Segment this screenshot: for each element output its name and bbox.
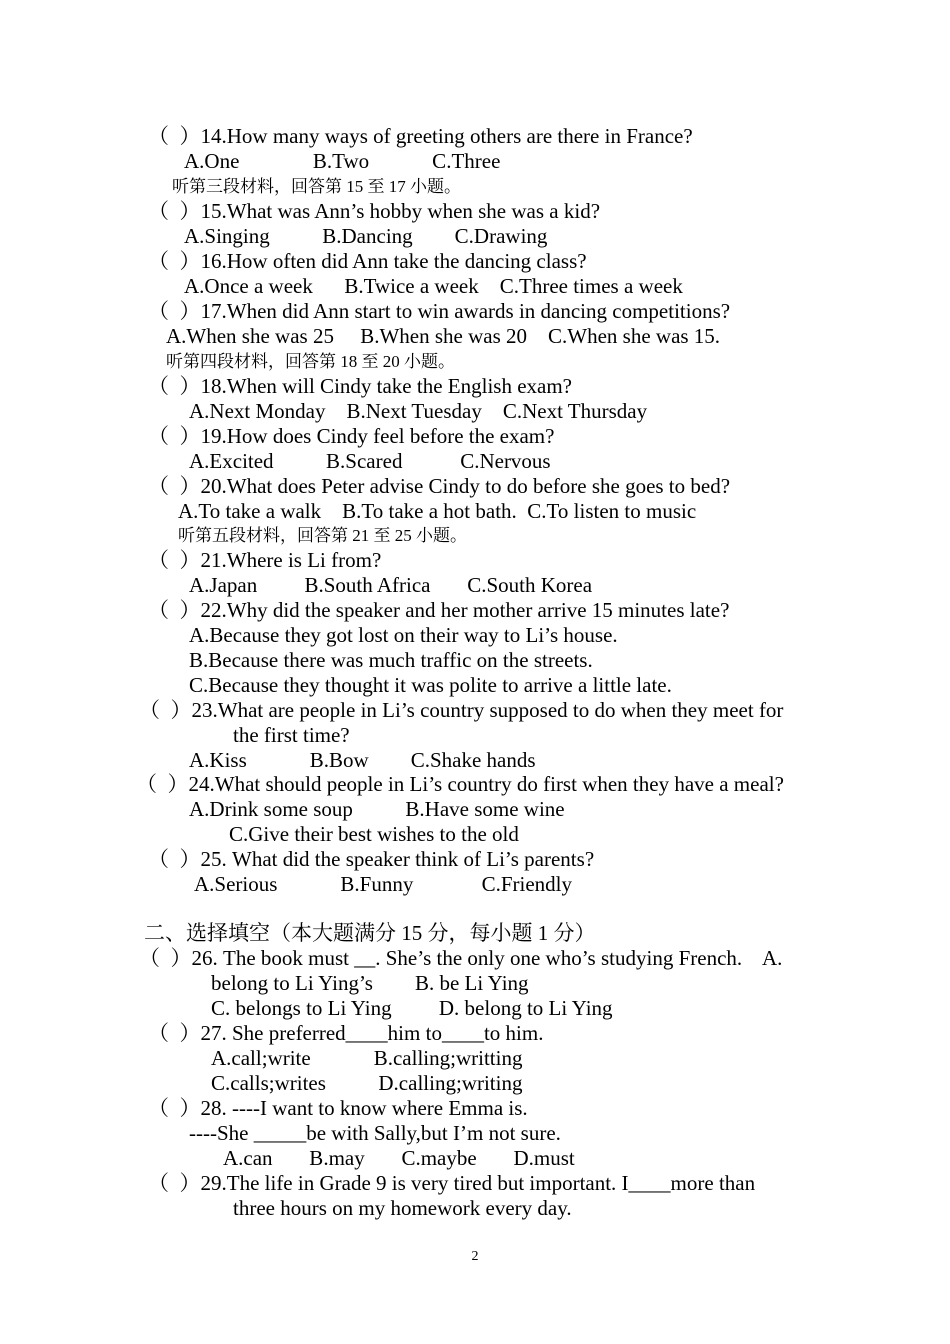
text-line: B.Because there was much traffic on the streets. [189,648,593,672]
text-line: C.Because they thought it was polite to arrive a little late. [189,673,672,697]
text-line: belong to Li Ying’s B. be Li Ying [211,971,529,995]
text-line: （ ）17.When did Ann start to win awards in dancing competitions? [148,299,731,323]
text-line: （ ）18.When will Cindy take the English exam? [148,374,572,398]
section-instruction: 听第四段材料，回答第 18 至 20 小题。 [166,352,455,371]
text-line: （ ）26. The book must __. She’s the only one who’s studying French. A. [139,946,783,970]
text-line: three hours on my homework every day. [233,1196,572,1220]
text-line: the first time? [233,723,350,747]
text-line: ----She _____be with Sally,but I’m not sure. [189,1121,561,1145]
text-line: （ ）27. She preferred____him to____to him. [148,1021,544,1045]
text-line: （ ）14.How many ways of greeting others are there in France? [148,124,693,148]
text-line: （ ）15.What was Ann’s hobby when she was a kid? [148,199,601,223]
text-line: （ ）25. What did the speaker think of Li’s parents? [148,847,595,871]
section-instruction: 听第三段材料，回答第 15 至 17 小题。 [172,177,461,196]
text-line: A.Next Monday B.Next Tuesday C.Next Thursday [189,399,648,423]
text-line: （ ）22.Why did the speaker and her mother arrive 15 minutes late? [148,598,730,622]
text-line: A.Kiss B.Bow C.Shake hands [189,748,536,772]
page-number: 2 [471,1249,479,1264]
text-line: A.Japan B.South Africa C.South Korea [189,573,593,597]
text-line: （ ）23.What are people in Li’s country supposed to do when they meet for [139,698,784,722]
text-line: A.Because they got lost on their way to Li’s house. [189,623,618,647]
text-line: 二、选择填空（本大题满分 15 分，每小题 1 分） [144,921,596,945]
text-line: （ ）16.How often did Ann take the dancing class? [148,249,587,273]
text-line: A.call;write B.calling;writting [211,1046,523,1070]
text-line: （ ）20.What does Peter advise Cindy to do before she goes to bed? [148,474,731,498]
text-line: C.Give their best wishes to the old [229,822,519,846]
text-line: A.Once a week B.Twice a week C.Three times a week [184,274,683,298]
text-line: A.One B.Two C.Three [184,149,501,173]
text-line: A.Serious B.Funny C.Friendly [194,872,573,896]
text-line: A.Excited B.Scared C.Nervous [189,449,551,473]
text-line: A.Singing B.Dancing C.Drawing [184,224,548,248]
section-instruction: 听第五段材料，回答第 21 至 25 小题。 [178,526,467,545]
text-line: A.To take a walk B.To take a hot bath. C.To listen to music [178,499,697,523]
text-line: （ ）24.What should people in Li’s country do first when they have a meal? [136,772,784,796]
text-line: C. belongs to Li Ying D. belong to Li Ying [211,996,613,1020]
text-line: A.can B.may C.maybe D.must [223,1146,575,1170]
text-line: C.calls;writes D.calling;writing [211,1071,523,1095]
text-line: A.When she was 25 B.When she was 20 C.When she was 15. [166,324,721,348]
text-line: （ ）19.How does Cindy feel before the exam? [148,424,555,448]
text-line: （ ）28. ----I want to know where Emma is. [148,1096,528,1120]
text-line: （ ）21.Where is Li from? [148,548,382,572]
text-line: （ ）29.The life in Grade 9 is very tired but important. I____more than [148,1171,756,1195]
text-line: A.Drink some soup B.Have some wine [189,797,565,821]
